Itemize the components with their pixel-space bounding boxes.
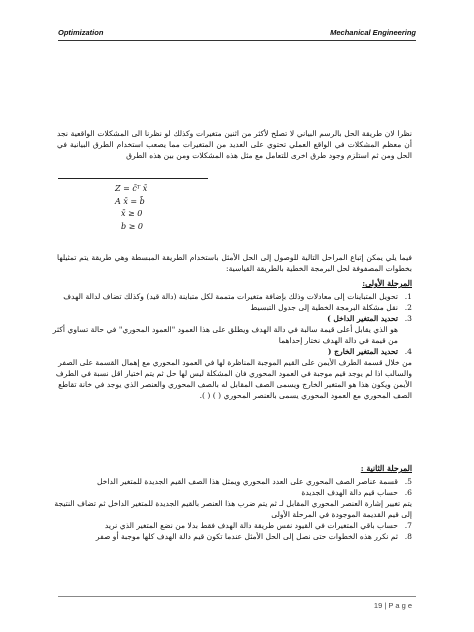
list-item-text: ثم نكرر هذه الخطوات حتى نصل إلى الحل الأمثل عندما تكون قيم دالة الهدف كلها موجبة أو صفر xyxy=(95,532,398,541)
equation-objective: Z = c̄ᵀ x̄ xyxy=(115,184,148,193)
list-item-number: 3. xyxy=(404,314,412,323)
list-item xyxy=(52,313,412,324)
header-left: Optimization xyxy=(58,28,104,37)
list-item-text: هو الذي يقابل أعلى قيمة سالبة في دالة الهدف ويطلق على هذا العمود "العمود المحوري" في حالة تساوي أكثر من قيمة في دالة الهدف نختار إحداهما xyxy=(52,325,398,345)
list-item-number: 2. xyxy=(404,303,412,312)
list-item-text: نقل مشكلة البرمجة الخطية إلى جدول التبسيط xyxy=(250,303,398,312)
footer-rule xyxy=(58,596,416,597)
list-item xyxy=(52,476,412,487)
list-item-number: 7. xyxy=(404,521,412,530)
page-number: 19 | P a g e xyxy=(373,601,412,610)
list-item-text: تحديد المتغير الداخل ) xyxy=(327,314,398,323)
equation-nonneg-x: x̄ ≥ 0 xyxy=(121,209,143,218)
list-item-continuation xyxy=(52,324,412,346)
list-item-text: حساب باقي المتغيرات في القيود نفس طريقة دالة الهدف فقط بدلا من نضع المتغير الذي نريد xyxy=(104,521,398,530)
method-intro-paragraph: فيما يلي يمكن إتباع المراحل التالية للوصول إلى الحل الأمثل باستخدام الطريقة المبسطة وهي طريقة يتم تمثيلها بخطوات المصفوفة لحل البرمجة الخطية بالطريقة القياسية: xyxy=(57,253,412,273)
equation-constraint: A x̄ = b̄ xyxy=(115,196,145,206)
list-item xyxy=(52,291,412,302)
equation-block xyxy=(115,183,147,233)
list-item-text: تحديد المتغير الخارج ( xyxy=(327,347,398,356)
list-item-number: 1. xyxy=(404,292,412,301)
list-item-number: 4. xyxy=(404,347,412,356)
list-item xyxy=(52,520,412,531)
list-item-text: يتم تغيير إشارة العنصر المحوري المقابل لـ ثم يتم ضرب هذا العنصر بالقيم الجديدة للمتغير الداخل ثم تضاف النتيجة إلى قيم القديمة الموجودة في المرحلة الأولى xyxy=(54,499,412,519)
list-item-text: من خلال قسمة الطرف الأيمن على القيم الموجبة المناظرة لها في العمود المحوري مع إهمال القسمة على الصفر والسالب اذا لم يوجد قيم موجبة في العمود المحوري فان المشكلة ليس لها حل ثم يتم اختيار اقل نسبة في الطرف الأيمن ويكون هذا هو المتغير الخارج ويسمى الصف المقابل له بالصف المحوري والعنصر الذي يوجد في خانة تقاطع الصف المحوري مع العمود المحوري يسمى بالعنصر المحوري ( ) ( ). xyxy=(55,358,412,400)
list-item xyxy=(52,346,412,357)
list-item xyxy=(52,302,412,313)
list-item-number: 6. xyxy=(404,488,412,497)
phase2-title: المرحلة الثانية : xyxy=(360,464,412,473)
phase1-title: المرحلة الأولى: xyxy=(362,279,412,288)
list-item xyxy=(52,487,412,498)
phase2-list xyxy=(52,476,412,542)
intro-paragraph: نظرا لان طريقة الحل بالرسم البياني لا تصلح لأكثر من اثنين متغيرات وكذلك لو نظرنا الى المشكلات الواقعية نجد أن معظم المشكلات في الواقع العملي تحتوي على العديد من المتغيرات مما يصعب استخدام الطرق البيانية في الحل ومن ثم استلزم وجود طرق اخرى للتعامل مع مثل هذه المشكلات ومن بين هذه الطرق xyxy=(57,129,412,160)
list-item-text: قسمة عناصر الصف المحوري على العدد المحوري ويمثل هذا الصف القيم الجديدة للمتغير الداخل xyxy=(96,477,398,486)
equation-nonneg-b: b ≥ 0 xyxy=(121,221,143,231)
list-item xyxy=(52,531,412,542)
list-item-text: حساب قيم دالة الهدف الجديدة xyxy=(301,488,398,497)
header-right: Mechanical Engineering xyxy=(330,28,416,37)
phase1-list xyxy=(52,291,412,401)
header-rule xyxy=(58,40,416,41)
equation-rule xyxy=(58,178,208,179)
list-item-continuation xyxy=(52,498,412,520)
list-item-number: 8. xyxy=(404,532,412,541)
page-header xyxy=(58,28,416,37)
list-item-continuation xyxy=(52,357,412,401)
list-item-text: تحويل المتباينات إلى معادلات وذلك بإضافة متغيرات متممة لكل متباينة (دالة قيد) وكذلك تضاف لدالة الهدف xyxy=(63,292,398,301)
list-item-number: 5. xyxy=(404,477,412,486)
